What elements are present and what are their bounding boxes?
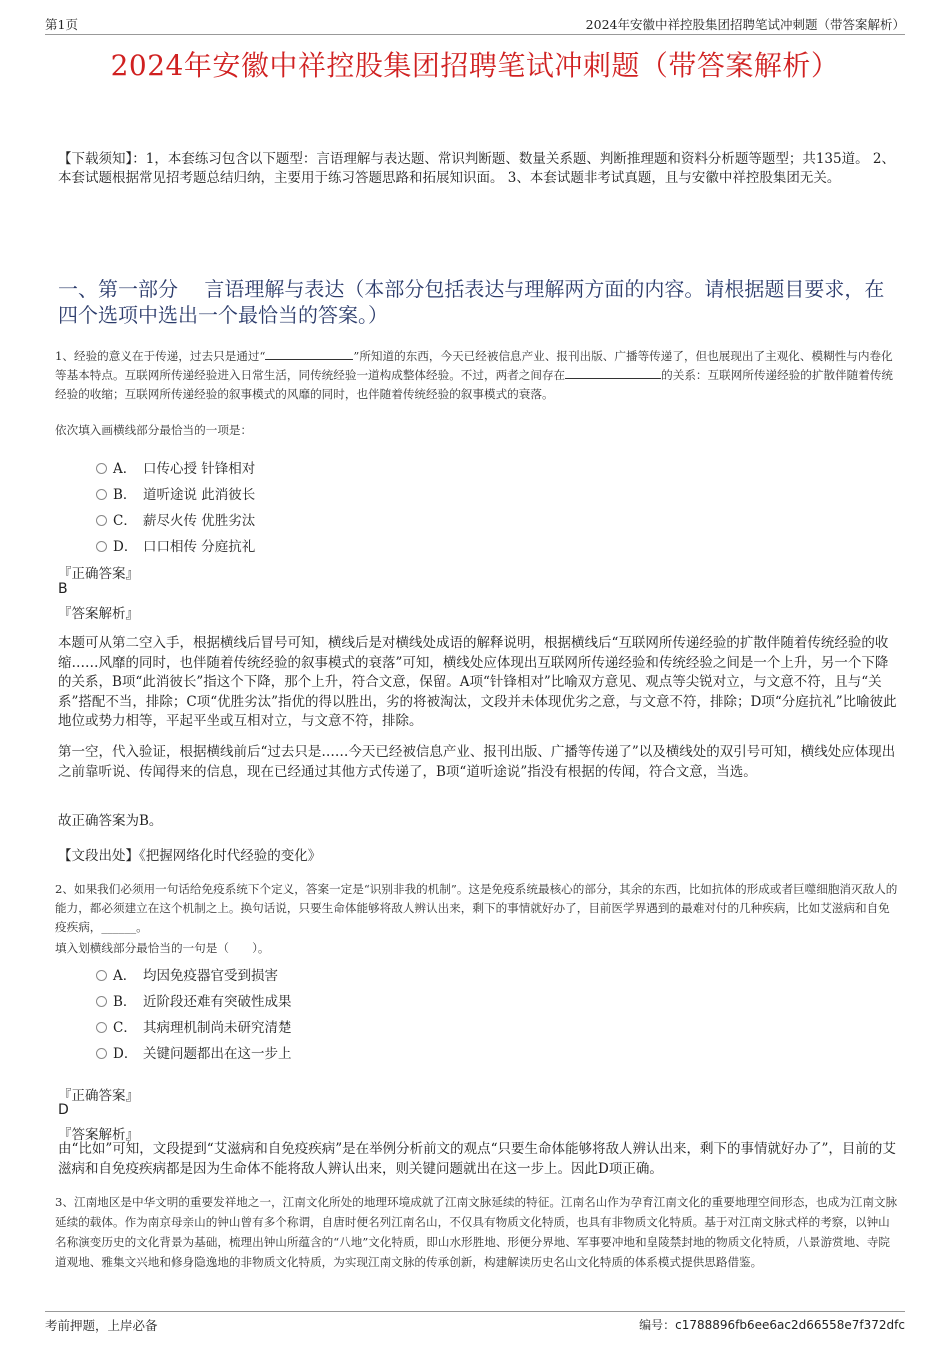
q1-option-c[interactable]: C． 薪尽火传 优胜劣汰 xyxy=(96,509,255,529)
radio-icon[interactable] xyxy=(96,996,107,1007)
q2-analysis-label: 『答案解析』 xyxy=(58,1127,139,1143)
radio-icon[interactable] xyxy=(96,463,107,474)
footer-code: 编号：c1788896fb6ee6ac2d66558e7f372dfc xyxy=(639,1318,905,1332)
radio-icon[interactable] xyxy=(96,541,107,552)
radio-icon[interactable] xyxy=(96,489,107,500)
q1-conclusion: 故正确答案为B。 xyxy=(58,813,163,829)
radio-icon[interactable] xyxy=(96,970,107,981)
header-doc-title: 2024年安徽中祥控股集团招聘笔试冲刺题（带答案解析） xyxy=(585,17,905,32)
question-2-text: 2、如果我们必须用一句话给免疫系统下个定义，答案一定是“识别非我的机制”。这是免疫系统最核心的部分，其余的东西，比如抗体的形成或者巨噬细胞消灭敌人的能力，都必须建立在这个机制之上。换句话说，只要生命体能够将敌人辨认出来，剩下的事情就好办了，目前医学界遇到的最难对付的几种疾病，比如艾滋病和自免疫疾病，______。 xyxy=(55,882,898,934)
question-1-text: 1、经验的意义在于传递，过去只是通过“ ”所知道的东西，今天已经被信息产业、报刊出版、广播等传递了，但也展现出了主观化、模糊性与内卷化等基本特点。互联网所传递经验进入日常生活，同传统经验一道构成整体经验。不过，两者之间存在 的关系：互联网所传递经验的扩散伴随着传统经验的收缩；互联网所传递经验的叙事模式的风靡的同时，也伴随着传统经验的叙事模式的衰落。 xyxy=(55,349,894,401)
footer-slogan: 考前押题，上岸必备 xyxy=(45,1318,158,1333)
q1-source: 【文段出处】《把握网络化时代经验的变化》 xyxy=(58,848,322,864)
download-notice: 【下载须知】：1，本套练习包含以下题型：言语理解与表达题、常识判断题、数量关系题、判断推理题和资料分析题等题型；共135道。 2、本套试题根据常见招考题总结归纳，主要用于练习答题思路和拓展知识面。 3、本套试题非考试真题，且与安徽中祥控股集团无关。 xyxy=(58,151,895,186)
page-title: 2024年安徽中祥控股集团招聘笔试冲刺题（带答案解析） xyxy=(110,49,840,82)
page-footer xyxy=(45,1311,905,1334)
blank-2 xyxy=(565,366,661,379)
q1-option-a[interactable]: A． 口传心授 针锋相对 xyxy=(96,457,255,477)
q1-answer: B xyxy=(58,581,68,597)
q1-analysis-1: 本题可从第二空入手，根据横线后冒号可知，横线后是对横线处成语的解释说明，根据横线后“互联网所传递经验的扩散伴随着传统经验的收缩……风靡的同时，也伴随着传统经验的叙事模式的衰落”可知，横线处应体现出互联网所传递经验和传统经验之间是一个上升，另一个下降的关系，B项“此消彼长”指这个下降，那个上升，符合文意，保留。A项“针锋相对”比喻双方意见、观点等尖锐对立，与文意不符，且与“关系”搭配不当，排除；C项“优胜劣汰”指优的得以胜出，劣的将被淘汰，文段并未体现优劣之意，与文意不符，排除；D项“分庭抗礼”比喻彼此地位或势力相等，平起平坐或互相对立，与文意不符，排除。 xyxy=(58,635,897,729)
q1-answer-label: 『正确答案』 xyxy=(58,566,139,582)
q1-analysis-label: 『答案解析』 xyxy=(58,606,139,622)
q2-option-c[interactable]: C． 其病理机制尚未研究清楚 xyxy=(96,1016,292,1036)
q2-analysis: 由“比如”可知，文段提到“艾滋病和自免疫疾病”是在举例分析前文的观点“只要生命体能够将敌人辨认出来，剩下的事情就好办了”，目前的艾滋病和自免疫疾病都是因为生命体不能将敌人辨认出来，则关键问题就出在这一步上。因此D项正确。 xyxy=(58,1141,896,1177)
radio-icon[interactable] xyxy=(96,515,107,526)
q2-option-d[interactable]: D． 关键问题都出在这一步上 xyxy=(96,1042,292,1062)
question-1-prompt: 依次填入画横线部分最恰当的一项是： xyxy=(55,423,253,437)
q1-analysis-2: 第一空，代入验证，根据横线前后“过去只是……今天已经被信息产业、报刊出版、广播等传递了”以及横线处的双引号可知，横线处应体现出之前靠听说、传闻得来的信息，现在已经通过其他方式传递了，B项“道听途说”指没有根据的传闻，符合文意，当选。 xyxy=(58,744,896,780)
blank-1 xyxy=(265,347,353,360)
q2-option-a[interactable]: A． 均因免疫器官受到损害 xyxy=(96,964,278,984)
section-heading: 一、第一部分 言语理解与表达（本部分包括表达与理解两方面的内容。请根据题目要求，在四个选项中选出一个最恰当的答案。） xyxy=(58,277,885,327)
q2-option-b[interactable]: B． 近阶段还难有突破性成果 xyxy=(96,990,292,1010)
q2-answer-label: 『正确答案』 xyxy=(58,1088,139,1104)
radio-icon[interactable] xyxy=(96,1048,107,1059)
q2-answer: D xyxy=(58,1102,69,1118)
q1-option-d[interactable]: D． 口口相传 分庭抗礼 xyxy=(96,535,255,555)
question-2-prompt: 填入划横线部分最恰当的一句是（ ）。 xyxy=(55,941,270,955)
q1-option-b[interactable]: B． 道听途说 此消彼长 xyxy=(96,483,255,503)
page-header xyxy=(45,12,905,35)
radio-icon[interactable] xyxy=(96,1022,107,1033)
question-3-text: 3、江南地区是中华文明的重要发祥地之一，江南文化所处的地理环境成就了江南文脉延续的特征。江南名山作为孕育江南文化的重要地理空间形态，也成为江南文脉延续的载体。作为南京母亲山的钟山曾有多个称谓，自唐时便名列江南名山，不仅具有物质文化特质，也具有非物质文化特质。基于对江南文脉式样的考察，以钟山名称演变历史的文化背景为基础，梳理出钟山所蕴含的“八地”文化特质，即山水形胜地、形便分界地、军事要冲地和皇陵禁封地的物质文化特质，八景游赏地、寺院道观地、雅集文兴地和修身隐逸地的非物质文化特质，为实现江南文脉的传承创新，构建解读历史名山文化特质的体系模式提供思路借鉴。 xyxy=(55,1195,898,1269)
page-number: 第1页 xyxy=(45,17,78,32)
